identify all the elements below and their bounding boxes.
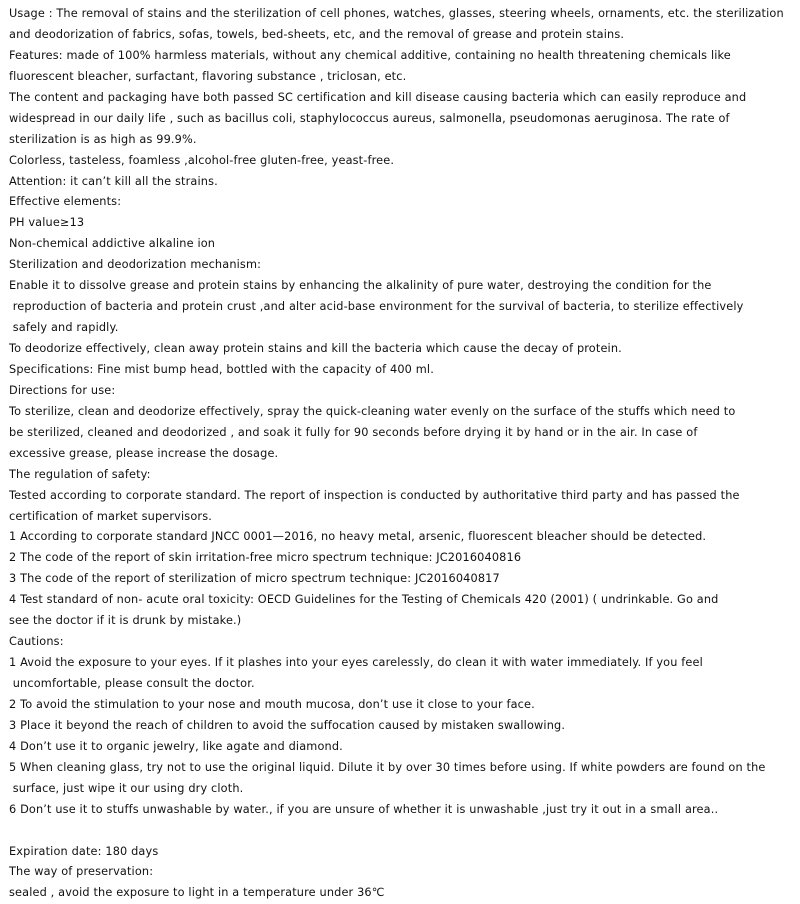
- text-line: uncomfortable, please consult the doctor.: [9, 677, 255, 690]
- text-line: certification of market supervisors.: [9, 509, 212, 523]
- text-line: sterilization is as high as 99.9%.: [9, 132, 197, 146]
- list-item: 3 Place it beyond the reach of children to avoid the suffocation caused by mistaken swallowing.: [9, 718, 566, 732]
- section-heading: Sterilization and deodorization mechanism:: [9, 258, 262, 272]
- list-item: 3 The code of the report of sterilization of micro spectrum technique: JC2016040817: [9, 572, 500, 586]
- list-item: 4 Don’t use it to organic jewelry, like agate and diamond.: [9, 739, 343, 753]
- text-line: excessive grease, please increase the dosage.: [9, 446, 279, 460]
- list-item: 5 When cleaning glass, try not to use the original liquid. Dilute it by over 30 times before using. If white powders are found on the: [9, 760, 766, 774]
- list-item: 2 To avoid the stimulation to your nose and mouth mucosa, don’t use it close to your face.: [9, 697, 535, 711]
- text-line: To sterilize, clean and deodorize effectively, spray the quick-cleaning water evenly on the surface of the stuffs which need to: [9, 404, 736, 418]
- text-line: fluorescent bleacher, surfactant, flavoring substance , triclosan, etc.: [9, 69, 407, 83]
- text-line: widespread in our daily life , such as bacillus coli, staphylococcus aureus, salmonella, pseudomonas aeruginosa. The rate of: [9, 111, 730, 125]
- text-line: surface, just wipe it our using dry cloth.: [9, 781, 244, 795]
- text-line: PH value≥13: [9, 216, 85, 230]
- document-body: [9, 4, 794, 904]
- text-line: be sterilized, cleaned and deodorized , and soak it fully for 90 seconds before drying it by hand or in the air. In case of: [9, 425, 698, 439]
- text-line: Expiration date: 180 days: [9, 844, 159, 858]
- section-heading: The regulation of safety:: [9, 467, 151, 481]
- list-item: 2 The code of the report of skin irritation-free micro spectrum technique: JC2016040816: [9, 551, 522, 565]
- list-item: 1 According to corporate standard JNCC 0001—2016, no heavy metal, arsenic, fluorescent bleacher should be detected.: [9, 530, 707, 544]
- text-line: Usage : The removal of stains and the sterilization of cell phones, watches, glasses, steering wheels, ornaments, etc. the sterilization: [9, 7, 784, 20]
- section-heading: Effective elements:: [9, 195, 122, 209]
- text-line: sealed , avoid the exposure to light in a temperature under 36℃: [9, 886, 385, 900]
- text-line: and deodorization of fabrics, sofas, towels, bed-sheets, etc, and the removal of grease and protein stains.: [9, 27, 625, 41]
- text-line: Colorless, tasteless, foamless ,alcohol-free gluten-free, yeast-free.: [9, 153, 395, 167]
- list-item: 6 Don’t use it to stuffs unwashable by water., if you are unsure of whether it is unwashable ,just try it out in a small area..: [9, 802, 719, 816]
- list-item: 1 Avoid the exposure to your eyes. If it plashes into your eyes carelessly, do clean it with water immediately. If you feel: [9, 656, 703, 670]
- text-line: Specifications: Fine mist bump head, bottled with the capacity of 400 ml.: [9, 362, 434, 376]
- section-heading: The way of preservation:: [9, 865, 154, 879]
- text-line: see the doctor if it is drunk by mistake.): [9, 614, 242, 628]
- text-line: Features: made of 100% harmless materials, without any chemical additive, containing no health threatening chemicals like: [9, 48, 731, 62]
- text-line: Enable it to dissolve grease and protein stains by enhancing the alkalinity of pure water, destroying the condition for the: [9, 279, 712, 293]
- text-line: Tested according to corporate standard. The report of inspection is conducted by authoritative third party and has passed the: [9, 488, 740, 502]
- text-line: Attention: it can’t kill all the strains.: [9, 174, 218, 188]
- text-line: reproduction of bacteria and protein crust ,and alter acid-base environment for the survival of bacteria, to sterilize effectively: [9, 300, 744, 314]
- list-item: 4 Test standard of non- acute oral toxicity: OECD Guidelines for the Testing of Chemicals 420 (2001) ( undrinkable. Go and: [9, 593, 719, 607]
- blank-line: [9, 821, 794, 842]
- text-line: The content and packaging have both passed SC certification and kill disease causing bacteria which can easily reproduce and: [9, 90, 747, 104]
- section-heading: Directions for use:: [9, 383, 116, 397]
- text-line: safely and rapidly.: [9, 321, 119, 335]
- text-line: To deodorize effectively, clean away protein stains and kill the bacteria which cause the decay of protein.: [9, 342, 622, 355]
- section-heading: Cautions:: [9, 635, 64, 649]
- text-line: Non-chemical addictive alkaline ion: [9, 237, 216, 251]
